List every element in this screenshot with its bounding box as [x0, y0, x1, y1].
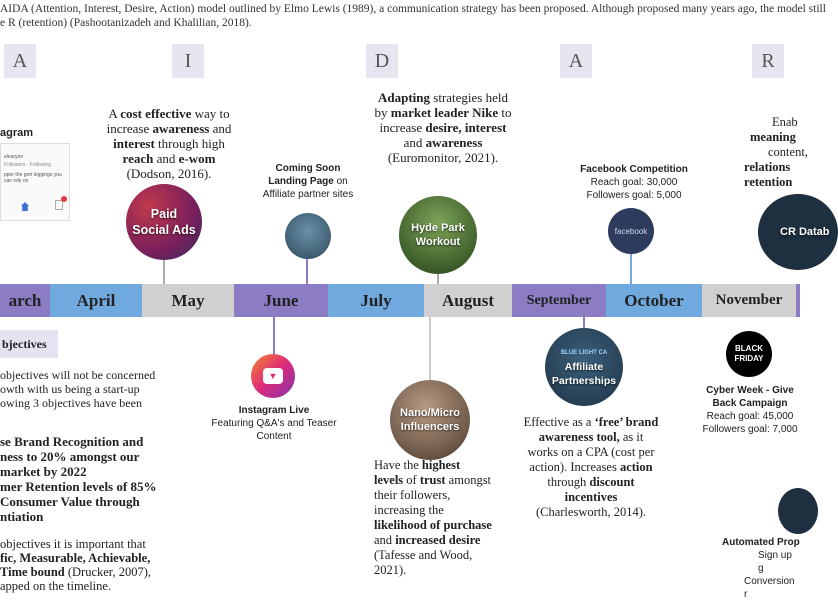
march-title: agram: [0, 127, 34, 139]
month-july: July: [328, 284, 424, 317]
october-text: Facebook Competition Reach goal: 30,000 Followers goal: 5,000: [580, 164, 688, 201]
month-november: November: [702, 284, 796, 317]
november-text: Cyber Week - Give Back Campaign Reach goal: 45,000 Followers goal: 7,000: [702, 385, 798, 435]
crm-database-circle: CR Datab: [758, 194, 838, 270]
letter-a-attention: A: [4, 44, 36, 78]
december-description: Enab meaning content, relations retention: [744, 115, 808, 189]
home-icon: [21, 202, 29, 211]
phone-stats: Followers · Following: [4, 162, 51, 168]
month-april: April: [50, 284, 142, 317]
month-october: October: [606, 284, 702, 317]
april-description: A cost effective way to increase awareness and interest through high reach and e-wom (Dodson, 2016).: [106, 106, 232, 181]
objectives-label: bjectives: [0, 330, 58, 358]
september-description: Effective as a ‘free’ brand awareness tool, as it works on a CPA (cost per action). Increases action through discount incentives (Charlesworth, 2014).: [523, 415, 659, 519]
landing-page-circle: [285, 213, 331, 259]
june-top-text: Coming Soon Landing Page on Affiliate partner sites: [262, 163, 354, 200]
connector-june-bottom: [273, 317, 275, 355]
phone-caption: pper the gret leggings you can rely on: [4, 172, 62, 184]
timeline-month-bar: [0, 284, 800, 317]
objectives-goals: se Brand Recognition and ness to 20% amongst our market by 2022 mer Retention levels of 85% Consumer Value through ntiation: [0, 434, 157, 524]
month-september: September: [512, 284, 606, 317]
july-description: Adapting strategies held by market leader Nike to increase desire, interest and awareness (Euromonitor, 2021).: [374, 90, 512, 165]
month-august: August: [424, 284, 512, 317]
objectives-text: objectives will not be concerned owth with us being a start-up owing 3 objectives have been: [0, 368, 156, 410]
connector-april: [163, 258, 165, 284]
paid-social-ads-circle: Paid Social Ads: [126, 184, 202, 260]
phone-username: elearyon: [4, 154, 24, 160]
affiliate-partnerships-circle: BLUE LIGHT CA Affiliate Partnerships: [545, 328, 623, 406]
december-bottom-text: Automated Prop Sign up g Conversion r: [722, 537, 800, 600]
letter-i-interest: I: [172, 44, 204, 78]
letter-d-desire: D: [366, 44, 398, 78]
smart-objectives-text: objectives it is important that fic, Measurable, Achievable, Time bound (Drucker, 2007), apped on the timeline.: [0, 537, 152, 593]
august-description: Have the highest levels of trust amongst their followers, increasing the likelihood of purchase and increased desire (Tafesse and Wood, 2021).: [374, 458, 492, 577]
letter-a-action: A: [560, 44, 592, 78]
notification-dot: [61, 196, 67, 202]
black-friday-circle: BLACK FRIDAY: [726, 331, 772, 377]
month-may: May: [142, 284, 234, 317]
facebook-logo-circle: facebook: [608, 208, 654, 254]
month-june: June: [234, 284, 328, 317]
intro-text: AIDA (Attention, Interest, Desire, Action) model outlined by Elmo Lewis (1989), a communication strategy has been proposed. Although proposed many years ago, the model still e R (retention) (Pashootanizadeh and Khalilian, 2018).: [0, 3, 826, 29]
igtv-icon: ▼: [251, 354, 295, 398]
connector-october: [630, 252, 632, 284]
month-march: arch: [0, 284, 50, 317]
june-bottom-text: Instagram Live Featuring Q&A's and Teaser Content: [211, 405, 337, 442]
hyde-park-workout-circle: Hyde Park Workout: [399, 196, 477, 274]
connector-august: [429, 317, 431, 381]
nano-micro-influencers-circle: Nano/Micro Influencers: [390, 380, 470, 460]
connector-june-top: [306, 258, 308, 284]
letter-r-retention: R: [752, 44, 784, 78]
automated-promo-circle: [778, 488, 818, 534]
month-december-edge: [796, 284, 800, 317]
instagram-phone-mockup: [0, 143, 70, 221]
